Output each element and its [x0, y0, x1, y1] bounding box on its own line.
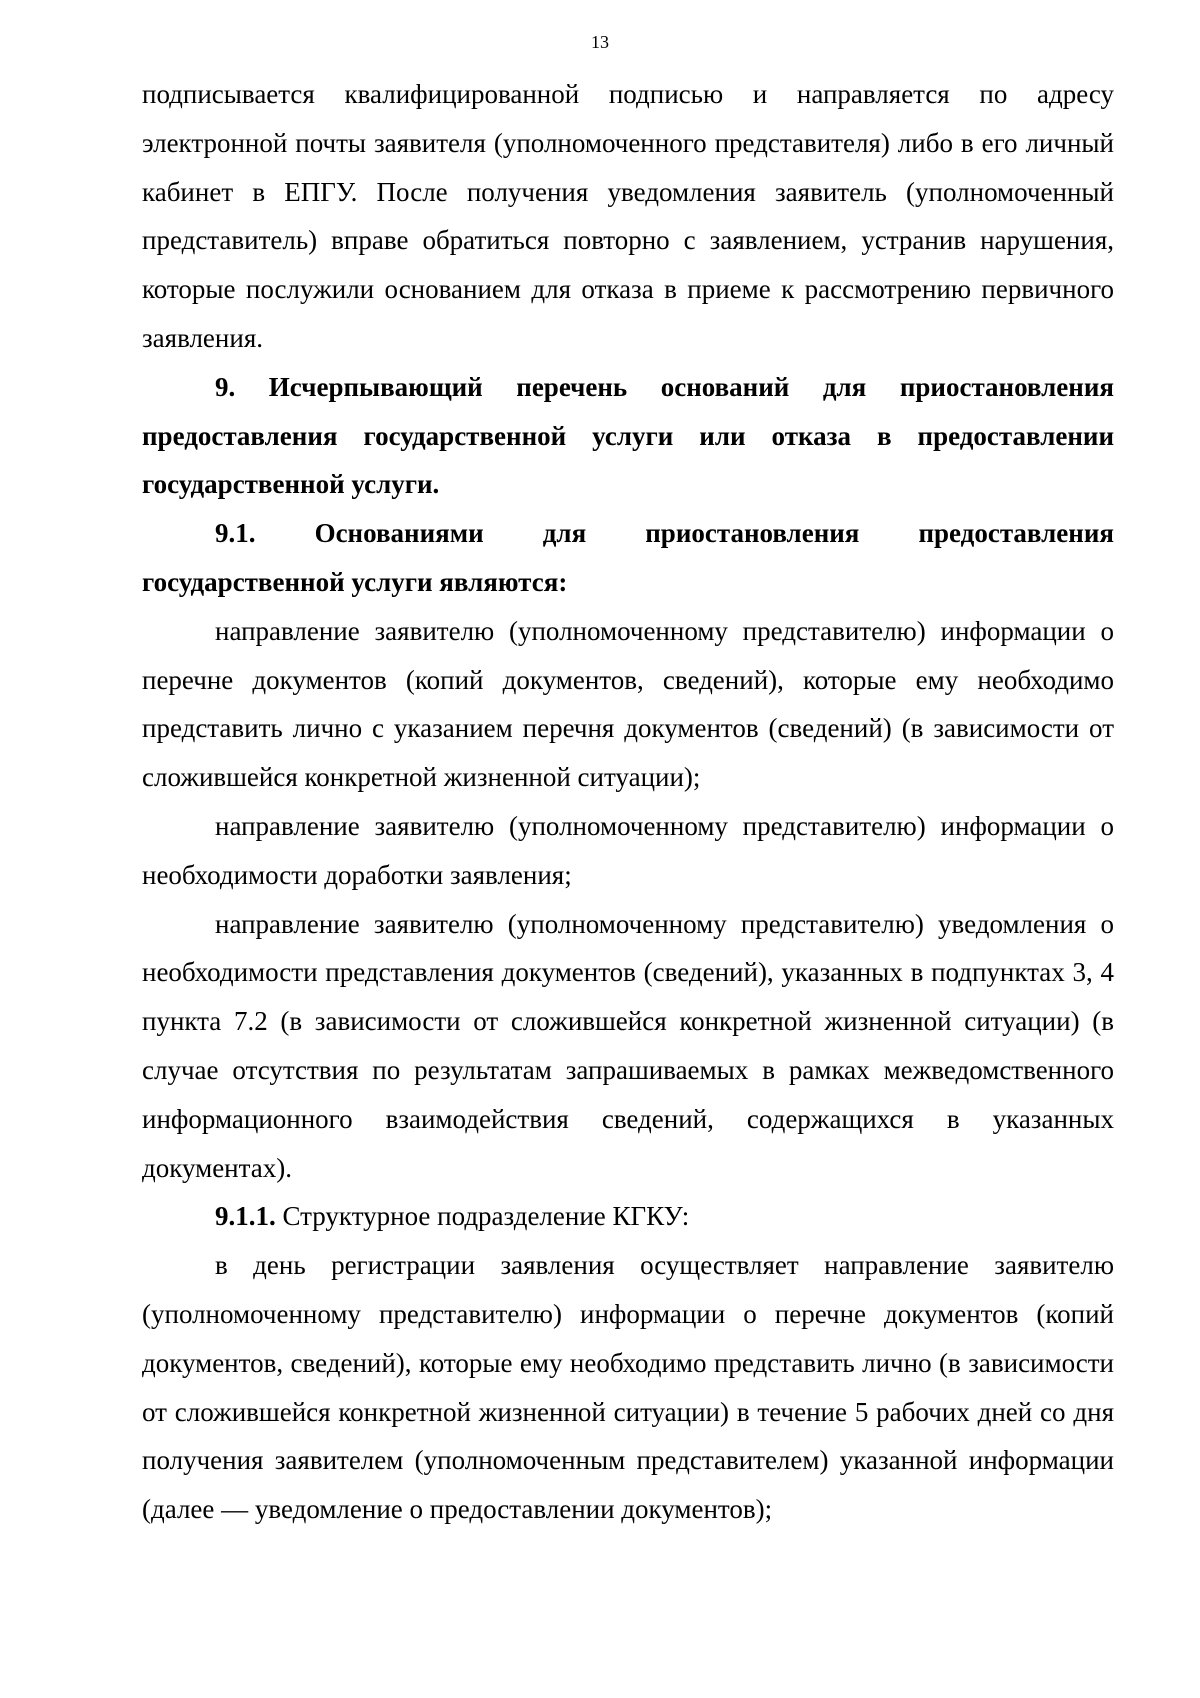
- page-number: 13: [591, 32, 609, 52]
- section-9-1-heading: 9.1. Основаниями для приостановления предоставления государственной услуги являются:: [142, 518, 1114, 597]
- section-9-1-1: [142, 1192, 1114, 1241]
- section-9-heading: 9. Исчерпывающий перечень оснований для приостановления предоставления государственной услуги или отказа в предоставлении государственной услуги.: [142, 371, 1114, 500]
- paragraph-continuation: подписывается квалифицированной подписью и направляется по адресу электронной почты заявителя (уполномоченного представителя) либо в его личный кабинет в ЕПГУ. После получения уведомления заявитель (уполномоченный представитель) вправе обратиться повторно с заявлением, устранив нарушения, которые послужили основанием для отказа в приеме к рассмотрению первичного заявления.: [142, 79, 1114, 353]
- paragraph-registration-day: в день регистрации заявления осуществляет направление заявителю (уполномоченному представителю) информации о перечне документов (копий документов, сведений), которые ему необходимо представить лично (в зависимости от сложившейся конкретной жизненной ситуации) в течение 5 рабочих дней со дня получения заявителем (уполномоченным представителем) указанной информации (далее — уведомление о предоставлении документов);: [142, 1250, 1114, 1525]
- section-9-1-1-number: 9.1.1.: [215, 1201, 276, 1232]
- section-9-1-1-text: Структурное подразделение КГКУ:: [275, 1201, 690, 1232]
- paragraph-documents-notice: направление заявителю (уполномоченному представителю) уведомления о необходимости представления документов (сведений), указанных в подпунктах 3, 4 пункта 7.2 (в зависимости от сложившейся конкретной жизненной ситуации) (в случае отсутствия по результатам запрашиваемых в рамках межведомственного информационного взаимодействия сведений, содержащихся в указанных документах).: [142, 908, 1114, 1183]
- paragraph-documents-list: направление заявителю (уполномоченному представителю) информации о перечне документов (копий документов, сведений), которые ему необходимо представить лично с указанием перечня документов (сведений) (в зависимости от сложившейся конкретной жизненной ситуации);: [142, 615, 1114, 793]
- page-body: [142, 70, 1114, 1534]
- paragraph-revision-notice: направление заявителю (уполномоченному представителю) информации о необходимости доработки заявления;: [142, 810, 1114, 890]
